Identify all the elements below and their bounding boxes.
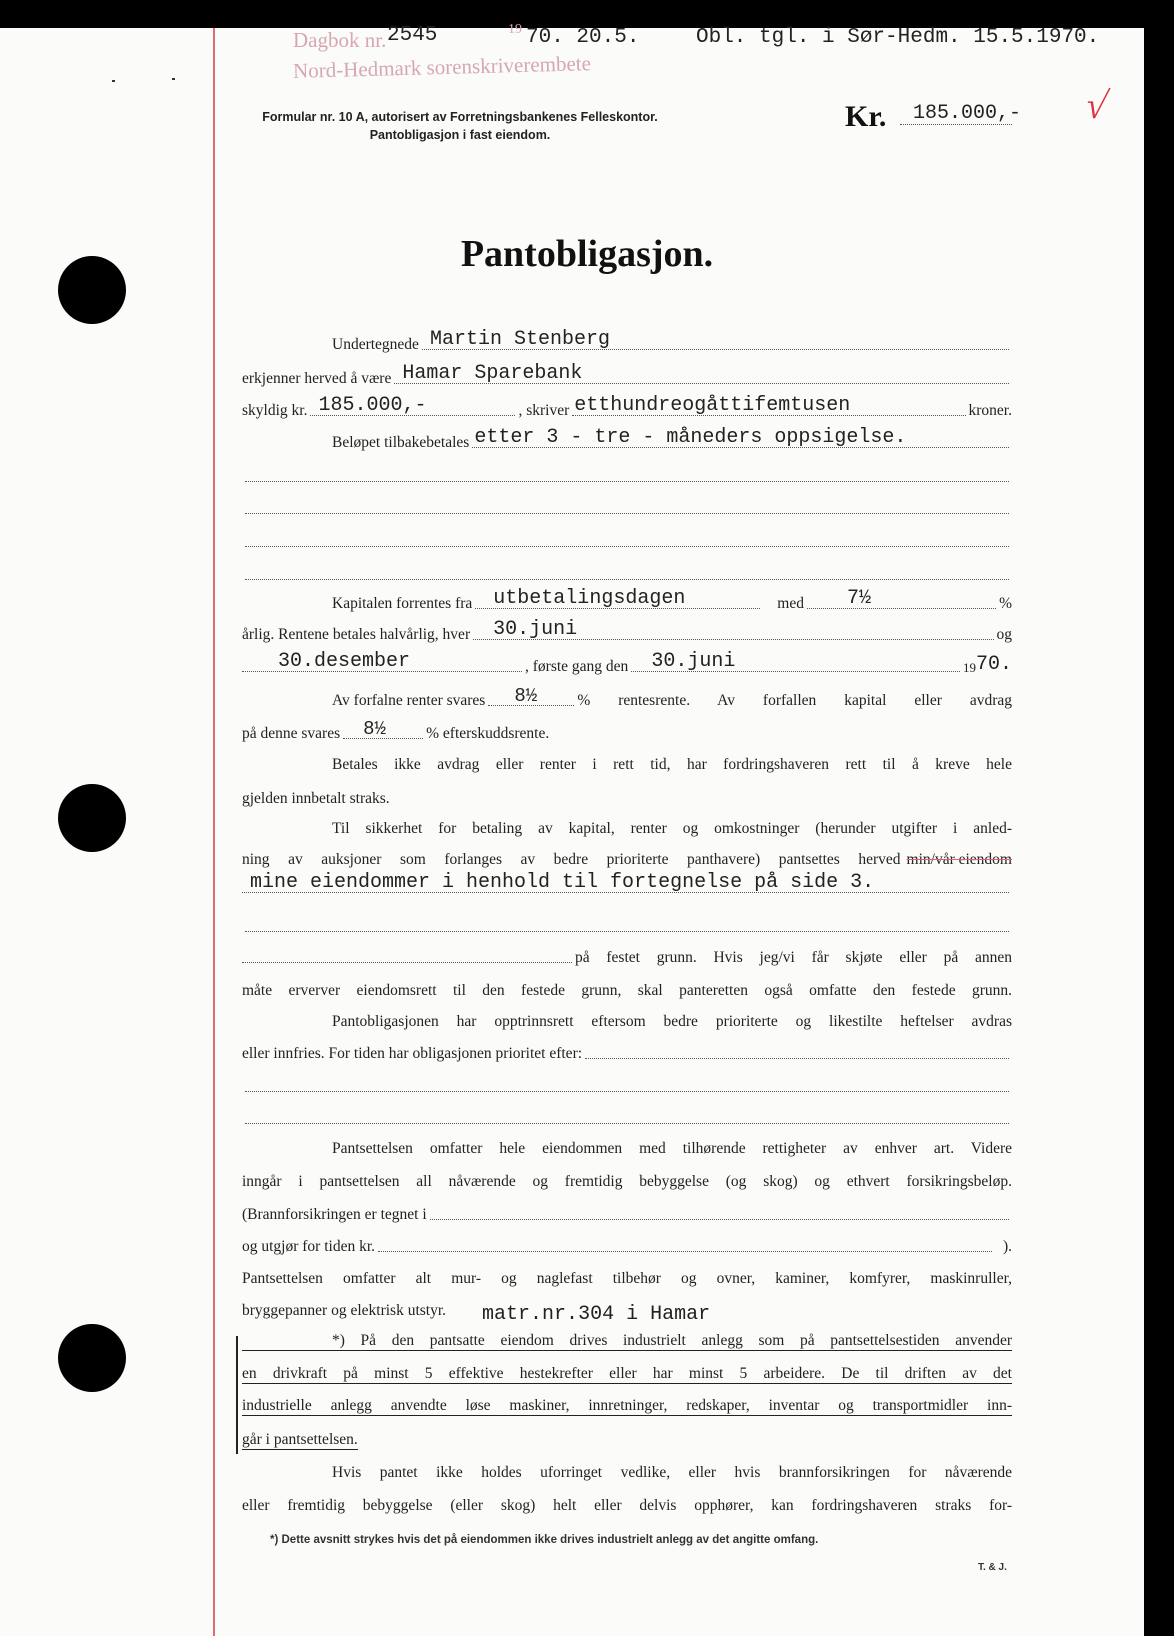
- paragraph-text: Betales ikke avdrag eller renter i rett tid, har fordringshaveren rett til å kreve hele: [332, 756, 1012, 773]
- checkmark: √: [1081, 85, 1112, 127]
- blank-line: [245, 931, 1009, 932]
- blank-line: [430, 1219, 1009, 1220]
- interest-from: utbetalingsdagen: [493, 587, 686, 610]
- label: erkjenner herved å være: [242, 370, 392, 387]
- label: Beløpet tilbakebetales: [332, 434, 470, 451]
- punch-hole: [58, 784, 126, 852]
- blank-line: [585, 1058, 1009, 1059]
- kr-amount: 185.000,-: [913, 102, 1022, 125]
- amount-words: etthundreogåttifemtusen: [574, 394, 851, 417]
- struck-text: min/vår eiendom: [906, 851, 1012, 868]
- dagbok-number: 2545: [387, 24, 438, 47]
- compound-rate: 8½: [514, 685, 538, 707]
- blank-line: [245, 1123, 1009, 1124]
- label: skyldig kr.: [242, 402, 308, 419]
- blank-line: [242, 962, 572, 963]
- struck-paragraph-text: går i pantsettelsen.: [242, 1431, 358, 1448]
- strike-margin-line: [236, 1336, 238, 1454]
- default-rate: 8½: [363, 718, 386, 740]
- label: %: [999, 595, 1012, 612]
- label: 19: [962, 660, 976, 675]
- label: og: [996, 626, 1012, 643]
- label: kroner.: [968, 402, 1012, 419]
- registration-note: Obl. tgl. i Sør-Hedm. 15.5.1970.: [696, 26, 1100, 49]
- label: , skriver: [518, 402, 570, 419]
- blank-line: [245, 1091, 1009, 1092]
- label: årlig. Rentene betales halvårlig, hver: [242, 626, 471, 643]
- label: , første gang den: [525, 658, 629, 675]
- first-payment-year: 70.: [975, 653, 1012, 676]
- label: Av forfalne renter svares: [332, 692, 486, 709]
- paragraph-text: ning av auksjoner som forlanges av bedre prioriterte panthavere) pantsettes herved: [242, 851, 901, 868]
- paragraph-text: og utgjør for tiden kr.: [242, 1238, 376, 1255]
- blank-line: [378, 1251, 992, 1252]
- paragraph-text: Pantsettelsen omfatter alt mur- og naglefast tilbehør og ovner, kaminer, komfyrer, maskinruller,: [242, 1270, 1012, 1287]
- blank-line: [245, 546, 1009, 547]
- creditor-name: Hamar Sparebank: [402, 362, 583, 385]
- payment-date-2: 30.desember: [278, 650, 411, 673]
- struck-paragraph-text: *) På den pantsatte eiendom drives industrielt anlegg som på pantsettelsestiden anvender: [242, 1332, 1012, 1351]
- cadastral-number: matr.nr.304 i Hamar: [482, 1303, 711, 1326]
- speck: [172, 78, 175, 80]
- paragraph-text: måte erverver eiendomsrett til den festede grunn, skal panteretten også omfatte den festede grunn.: [242, 982, 1012, 999]
- debtor-name: Martin Stenberg: [429, 328, 610, 351]
- punch-hole: [58, 1324, 126, 1392]
- label: % rentesrente. Av forfallen kapital eller avdrag: [577, 692, 1012, 709]
- amount: 185.000,-: [318, 394, 427, 417]
- form-info: [200, 108, 720, 144]
- payment-date-1: 30.juni: [493, 618, 578, 641]
- stamp-year: 19: [508, 22, 522, 37]
- paragraph-text: eller innfries. For tiden har obligasjonen prioritet efter:: [242, 1045, 583, 1062]
- stamp-office: Nord-Hedmark sorenskriverembete: [292, 51, 592, 83]
- paragraph-text: bryggepanner og elektrisk utstyr.: [242, 1302, 447, 1319]
- label: % efterskuddsrente.: [426, 725, 550, 742]
- interest-rate: 7½: [846, 587, 871, 610]
- paragraph-text: ).: [1002, 1238, 1012, 1255]
- struck-paragraph-text: en drivkraft på minst 5 effektive hestekrefter eller har minst 5 arbeidere. De til driften av det: [242, 1365, 1012, 1382]
- label: på denne svares: [242, 725, 341, 742]
- paragraph-text: inngår i pantsettelsen all nåværende og fremtidig bebyggelse (og skog) og ethvert forsikringsbeløp.: [242, 1173, 1012, 1190]
- stamp-dagbok: Dagbok nr.: [293, 28, 387, 52]
- repayment-terms: etter 3 - tre - måneders oppsigelse.: [474, 426, 907, 449]
- speck: [112, 80, 115, 82]
- struck-paragraph-text: industrielle anlegg anvendte løse maskiner, innretninger, redskaper, inventar og transportmidler inn-: [242, 1397, 1012, 1414]
- page-title: Pantobligasjon.: [460, 233, 714, 275]
- first-payment-date: 30.juni: [651, 650, 736, 673]
- kr-label: Kr.: [845, 100, 887, 133]
- paragraph-text: Pantsettelsen omfatter hele eiendommen med tilhørende rettigheter av enhver art. Videre: [332, 1140, 1012, 1157]
- blank-line: [245, 579, 1009, 580]
- paragraph-text: eller fremtidig bebyggelse (eller skog) helt eller delvis opphører, kan fordringshaveren straks for-: [242, 1497, 1012, 1514]
- blank-line: [245, 481, 1009, 482]
- paragraph-text: gjelden innbetalt straks.: [242, 790, 390, 807]
- form-line: Pantobligasjon i fast eiendom.: [369, 128, 551, 142]
- printer-mark: T. & J.: [978, 1562, 1007, 1573]
- paragraph-text: Pantobligasjonen har opptrinnsrett eftersom bedre prioriterte og likestilte heftelser avdras: [332, 1013, 1012, 1030]
- blank-line: [245, 513, 1009, 514]
- label: med: [777, 595, 804, 612]
- paragraph-text: (Brannforsikringen er tegnet i: [242, 1206, 427, 1223]
- label: Kapitalen forrentes fra: [332, 595, 473, 612]
- form-line: Formular nr. 10 A, autorisert av Forretningsbankenes Felleskontor.: [262, 110, 658, 124]
- registration-date: 70. 20.5.: [526, 26, 640, 49]
- paragraph-text: Til sikkerhet for betaling av kapital, renter og omkostninger (herunder utgifter i anled-: [332, 820, 1012, 837]
- paragraph-text: Hvis pantet ikke holdes uforringet vedlike, eller hvis brannforsikringen for nåværende: [332, 1464, 1012, 1481]
- footnote: *) Dette avsnitt strykes hvis det på eiendommen ikke drives industrielt anlegg av det angitte omfang.: [270, 1534, 819, 1546]
- paragraph-text: på festet grunn. Hvis jeg/vi får skjøte eller på annen: [575, 949, 1012, 966]
- pledged-property: mine eiendommer i henhold til fortegnelse på side 3.: [250, 871, 875, 894]
- label: Undertegnede: [332, 336, 419, 353]
